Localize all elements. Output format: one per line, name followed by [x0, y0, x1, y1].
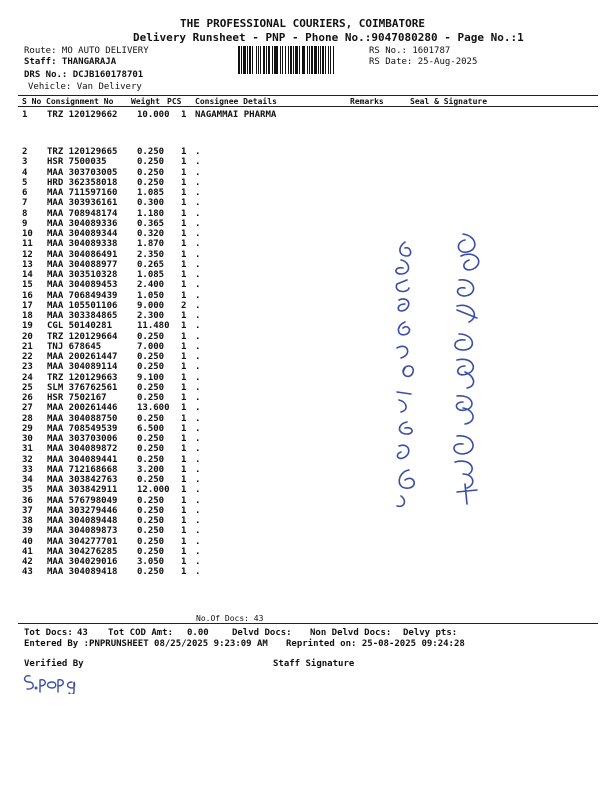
- row-pcs: 1: [181, 321, 187, 332]
- row-consignee: .: [195, 526, 201, 537]
- row-serial-number: 12: [22, 249, 33, 260]
- reprinted-on: Reprinted on: 25-08-2025 09:24:28: [286, 639, 465, 649]
- row-serial-number: 39: [22, 526, 33, 537]
- row-pcs: 1: [181, 259, 187, 270]
- row-pcs: 1: [181, 434, 187, 444]
- row-serial-number: 11: [22, 239, 33, 250]
- row-serial-number: 22: [22, 352, 33, 362]
- entered-by: Entered By :PNPRUNSHEET 08/25/2025 9:23:09 AM: [24, 639, 268, 649]
- row-consignee: .: [195, 567, 201, 578]
- row-serial-number: 21: [22, 341, 33, 352]
- row-consignee: .: [195, 444, 201, 455]
- row-weight: 0.250: [137, 331, 165, 342]
- row-consignment-number: MAA 576798049: [47, 495, 118, 506]
- row-pcs: 1: [181, 454, 187, 465]
- row-weight: 2.300: [137, 311, 165, 321]
- row-weight: 7.000: [137, 341, 165, 352]
- row-pcs: 1: [181, 413, 187, 424]
- row-weight: 3.050: [137, 557, 165, 567]
- row-pcs: 1: [181, 536, 187, 547]
- tot-docs-label: Tot Docs:: [24, 628, 73, 638]
- row-consignment-number: MAA 303936161: [47, 198, 118, 209]
- delvd-docs: Delvd Docs:: [232, 628, 292, 638]
- row-pcs: 1: [181, 464, 187, 475]
- row-consignee: .: [195, 475, 201, 485]
- row-serial-number: 34: [22, 475, 33, 485]
- row-consignment-number: MAA 303842763: [47, 475, 118, 485]
- row-weight: 0.250: [137, 352, 165, 362]
- row-consignment-number: MAA 304089418: [47, 567, 118, 578]
- row-consignment-number: MAA 200261447: [47, 352, 118, 362]
- staff-signature-label: Staff Signature: [273, 659, 355, 669]
- row-pcs: 1: [181, 352, 187, 362]
- row-weight: 11.480: [137, 321, 170, 332]
- row-serial-number: 8: [22, 208, 28, 219]
- row-consignee: .: [195, 167, 201, 178]
- row-pcs: 1: [181, 311, 187, 321]
- row-consignee: .: [195, 536, 201, 547]
- row-pcs: 1: [181, 557, 187, 567]
- row-consignment-number: MAA 711597160: [47, 188, 118, 198]
- row-consignment-number: MAA 304088977: [47, 259, 118, 270]
- row-weight: 0.250: [137, 526, 165, 537]
- row-pcs: 1: [181, 270, 187, 280]
- row-consignee: .: [195, 188, 201, 198]
- row-consignee: .: [195, 485, 201, 496]
- row-pcs: 1: [181, 218, 187, 229]
- row-consignee: .: [195, 239, 201, 250]
- row-pcs: 1: [181, 280, 187, 291]
- col-consignment: Consignment No: [46, 97, 114, 106]
- row-weight: 6.500: [137, 423, 165, 434]
- row-serial-number: 35: [22, 485, 33, 496]
- row-consignee: .: [195, 423, 201, 434]
- row-consignment-number: MAA 304089872: [47, 444, 118, 455]
- row-consignment-number: SLM 376762561: [47, 382, 118, 393]
- row-consignment-number: MAA 303703006: [47, 434, 118, 444]
- route-text: Route: MO AUTO DELIVERY: [24, 46, 149, 56]
- row-consignee: .: [195, 300, 201, 311]
- row-serial-number: 40: [22, 536, 33, 547]
- row-weight: 9.100: [137, 372, 165, 383]
- row-consignee: .: [195, 341, 201, 352]
- row-weight: 0.250: [137, 413, 165, 424]
- row-consignment-number: MAA 304277701: [47, 536, 118, 547]
- row-weight: 0.365: [137, 218, 165, 229]
- row-pcs: 1: [181, 249, 187, 260]
- row-consignee: .: [195, 280, 201, 291]
- row-serial-number: 9: [22, 218, 28, 229]
- rs-number: RS No.: 1601787: [369, 46, 451, 56]
- vehicle-text: Vehicle: Van Delivery: [28, 82, 142, 92]
- row-weight: 13.600: [137, 403, 170, 414]
- row-serial-number: 38: [22, 516, 33, 526]
- row-pcs: 1: [181, 167, 187, 178]
- row-consignment-number: TRZ 120129663: [47, 372, 118, 383]
- row-serial-number: 29: [22, 423, 33, 434]
- row-consignee: .: [195, 177, 201, 188]
- row-consignment-number: MAA 712168668: [47, 464, 118, 475]
- row-weight: 0.250: [137, 516, 165, 526]
- row-weight: 0.250: [137, 546, 165, 557]
- row-consignment-number: MAA 303842911: [47, 485, 118, 496]
- row-weight: 9.000: [137, 300, 165, 311]
- row-serial-number: 41: [22, 546, 33, 557]
- row-pcs: 1: [181, 110, 187, 120]
- row-weight: 1.870: [137, 239, 165, 250]
- row-serial-number: 33: [22, 464, 33, 475]
- header-rule-bottom: [18, 106, 598, 107]
- row-serial-number: 2: [22, 147, 28, 157]
- col-seal-signature: Seal & Signature: [410, 97, 488, 106]
- row-consignment-number: TRZ 120129665: [47, 147, 118, 157]
- row-consignment-number: MAA 303279446: [47, 505, 118, 516]
- col-consignee: Consignee Details: [195, 97, 277, 106]
- row-consignee: .: [195, 147, 201, 157]
- row-serial-number: 24: [22, 372, 33, 383]
- company-title: THE PROFESSIONAL COURIERS, COIMBATORE: [180, 17, 426, 30]
- row-consignment-number: TRZ 120129664: [47, 331, 118, 342]
- row-pcs: 1: [181, 495, 187, 506]
- row-serial-number: 23: [22, 362, 33, 373]
- row-consignee: .: [195, 157, 201, 168]
- row-weight: 1.085: [137, 270, 165, 280]
- row-weight: 2.350: [137, 249, 165, 260]
- row-serial-number: 28: [22, 413, 33, 424]
- row-consignee: NAGAMMAI PHARMA: [195, 110, 277, 120]
- row-serial-number: 20: [22, 331, 33, 342]
- row-serial-number: 16: [22, 290, 33, 301]
- row-serial-number: 30: [22, 434, 33, 444]
- row-pcs: 1: [181, 198, 187, 209]
- row-serial-number: 42: [22, 557, 33, 567]
- row-consignee: .: [195, 311, 201, 321]
- delvy-pts: Delvy pts:: [403, 628, 458, 638]
- row-pcs: 1: [181, 505, 187, 516]
- row-serial-number: 32: [22, 454, 33, 465]
- row-consignee: .: [195, 382, 201, 393]
- row-serial-number: 14: [22, 270, 33, 280]
- col-remarks: Remarks: [350, 97, 384, 106]
- row-consignee: .: [195, 372, 201, 383]
- row-consignee: .: [195, 229, 201, 239]
- row-serial-number: 6: [22, 188, 28, 198]
- row-weight: 2.400: [137, 280, 165, 291]
- row-serial-number: 43: [22, 567, 33, 578]
- row-pcs: 1: [181, 475, 187, 485]
- row-consignment-number: HSR 7502167: [47, 393, 107, 403]
- row-serial-number: 17: [22, 300, 33, 311]
- row-weight: 1.050: [137, 290, 165, 301]
- row-consignee: .: [195, 495, 201, 506]
- row-serial-number: 5: [22, 177, 28, 188]
- row-consignment-number: MAA 304089873: [47, 526, 118, 537]
- row-consignment-number: MAA 708549539: [47, 423, 118, 434]
- row-weight: 3.200: [137, 464, 165, 475]
- row-consignee: .: [195, 259, 201, 270]
- row-pcs: 1: [181, 403, 187, 414]
- row-consignee: .: [195, 557, 201, 567]
- row-consignment-number: MAA 200261446: [47, 403, 118, 414]
- row-serial-number: 15: [22, 280, 33, 291]
- row-weight: 0.250: [137, 505, 165, 516]
- row-pcs: 1: [181, 208, 187, 219]
- row-consignment-number: MAA 303510328: [47, 270, 118, 280]
- row-consignment-number: MAA 304276285: [47, 546, 118, 557]
- row-consignment-number: MAA 105501106: [47, 300, 118, 311]
- row-consignment-number: MAA 304089114: [47, 362, 118, 373]
- verified-by-label: Verified By: [24, 659, 84, 669]
- row-serial-number: 27: [22, 403, 33, 414]
- row-consignee: .: [195, 290, 201, 301]
- row-consignee: .: [195, 352, 201, 362]
- col-pcs: PCS: [167, 97, 182, 106]
- row-pcs: 1: [181, 516, 187, 526]
- row-consignee: .: [195, 249, 201, 260]
- row-serial-number: 4: [22, 167, 28, 178]
- row-consignee: .: [195, 434, 201, 444]
- footer-rule: [18, 623, 598, 624]
- row-serial-number: 37: [22, 505, 33, 516]
- row-consignment-number: MAA 708948174: [47, 208, 118, 219]
- row-weight: 12.000: [137, 485, 170, 496]
- row-weight: 0.250: [137, 147, 165, 157]
- row-consignment-number: MAA 304089336: [47, 218, 118, 229]
- header-rule-top: [18, 95, 598, 96]
- row-serial-number: 1: [22, 110, 28, 120]
- row-weight: 0.250: [137, 444, 165, 455]
- row-serial-number: 19: [22, 321, 33, 332]
- row-consignment-number: MAA 304089448: [47, 516, 118, 526]
- row-consignee: .: [195, 403, 201, 414]
- row-consignment-number: CGL 50140281: [47, 321, 113, 332]
- row-weight: 0.250: [137, 454, 165, 465]
- non-delvd-docs: Non Delvd Docs:: [310, 628, 392, 638]
- row-weight: 0.250: [137, 567, 165, 578]
- row-consignee: .: [195, 331, 201, 342]
- row-consignee: .: [195, 505, 201, 516]
- row-pcs: 1: [181, 157, 187, 168]
- row-consignment-number: TRZ 120129662: [47, 110, 118, 120]
- row-consignment-number: MAA 304029016: [47, 557, 118, 567]
- row-serial-number: 26: [22, 393, 33, 403]
- row-pcs: 1: [181, 526, 187, 537]
- row-weight: 0.265: [137, 259, 165, 270]
- row-weight: 0.250: [137, 495, 165, 506]
- row-consignee: .: [195, 208, 201, 219]
- row-weight: 0.250: [137, 434, 165, 444]
- row-pcs: 1: [181, 188, 187, 198]
- row-consignment-number: TNJ 678645: [47, 341, 102, 352]
- tot-cod-value: 0.00: [187, 628, 209, 638]
- no-of-docs: No.Of Docs: 43: [196, 614, 264, 623]
- row-consignment-number: MAA 303384865: [47, 311, 118, 321]
- row-consignee: .: [195, 218, 201, 229]
- row-consignee: .: [195, 270, 201, 280]
- row-consignee: .: [195, 198, 201, 209]
- col-weight: Weight: [131, 97, 160, 106]
- row-pcs: 1: [181, 393, 187, 403]
- row-pcs: 1: [181, 546, 187, 557]
- runsheet-subtitle: Delivery Runsheet - PNP - Phone No.:9047080280 - Page No.:1: [133, 31, 524, 44]
- row-consignee: .: [195, 546, 201, 557]
- row-weight: 0.250: [137, 157, 165, 168]
- row-consignee: .: [195, 321, 201, 332]
- row-consignment-number: MAA 706849439: [47, 290, 118, 301]
- row-consignment-number: MAA 304089344: [47, 229, 118, 239]
- handwritten-signature: [385, 230, 505, 520]
- row-pcs: 1: [181, 147, 187, 157]
- staff-text: Staff: THANGARAJA: [24, 57, 117, 67]
- row-serial-number: 3: [22, 157, 28, 168]
- row-weight: 1.085: [137, 188, 165, 198]
- row-pcs: 2: [181, 300, 187, 311]
- row-serial-number: 31: [22, 444, 33, 455]
- row-pcs: 1: [181, 423, 187, 434]
- row-pcs: 1: [181, 362, 187, 373]
- row-weight: 0.250: [137, 382, 165, 393]
- row-pcs: 1: [181, 341, 187, 352]
- row-pcs: 1: [181, 567, 187, 578]
- row-consignee: .: [195, 362, 201, 373]
- row-pcs: 1: [181, 444, 187, 455]
- row-weight: 0.250: [137, 177, 165, 188]
- row-weight: 1.180: [137, 208, 165, 219]
- row-serial-number: 10: [22, 229, 33, 239]
- row-pcs: 1: [181, 372, 187, 383]
- rs-date: RS Date: 25-Aug-2025: [369, 57, 478, 67]
- row-pcs: 1: [181, 331, 187, 342]
- row-weight: 0.250: [137, 362, 165, 373]
- row-consignee: .: [195, 413, 201, 424]
- row-consignment-number: MAA 304089338: [47, 239, 118, 250]
- drs-text: DRS No.: DCJB160178701: [24, 70, 144, 80]
- row-weight: 0.250: [137, 167, 165, 178]
- row-consignment-number: MAA 304086491: [47, 249, 118, 260]
- row-consignment-number: HRD 362358018: [47, 177, 118, 188]
- row-pcs: 1: [181, 485, 187, 496]
- verifier-signature: [22, 670, 82, 694]
- row-weight: 0.250: [137, 536, 165, 547]
- row-consignment-number: HSR 7500035: [47, 157, 107, 168]
- tot-cod-label: Tot COD Amt:: [108, 628, 174, 638]
- row-serial-number: 18: [22, 311, 33, 321]
- row-weight: 0.300: [137, 198, 165, 209]
- row-weight: 0.320: [137, 229, 165, 239]
- row-weight: 0.250: [137, 475, 165, 485]
- row-consignee: .: [195, 464, 201, 475]
- row-serial-number: 25: [22, 382, 33, 393]
- row-consignment-number: MAA 303703005: [47, 167, 118, 178]
- row-weight: 10.000: [137, 110, 170, 120]
- row-consignment-number: MAA 304089441: [47, 454, 118, 465]
- row-consignee: .: [195, 393, 201, 403]
- row-serial-number: 7: [22, 198, 28, 209]
- row-consignee: .: [195, 516, 201, 526]
- row-pcs: 1: [181, 290, 187, 301]
- col-sno: S No: [22, 97, 42, 106]
- row-pcs: 1: [181, 229, 187, 239]
- row-consignee: .: [195, 454, 201, 465]
- tot-docs-value: 43: [77, 628, 88, 638]
- row-weight: 0.250: [137, 393, 165, 403]
- row-consignment-number: MAA 304088750: [47, 413, 118, 424]
- row-serial-number: 36: [22, 495, 33, 506]
- barcode: [238, 46, 366, 74]
- row-serial-number: 13: [22, 259, 33, 270]
- row-consignment-number: MAA 304089453: [47, 280, 118, 291]
- row-pcs: 1: [181, 239, 187, 250]
- row-pcs: 1: [181, 177, 187, 188]
- row-pcs: 1: [181, 382, 187, 393]
